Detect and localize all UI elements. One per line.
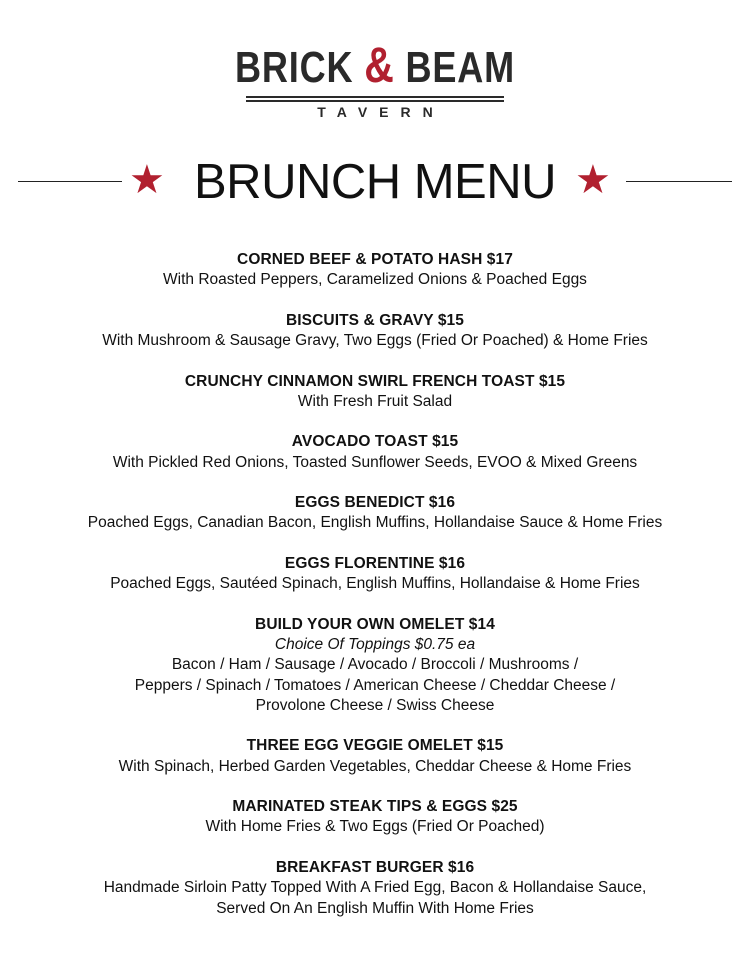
menu-item	[0, 554, 750, 595]
menu-item	[0, 797, 750, 838]
menu-item-title: THREE EGG VEGGIE OMELET $15	[246, 737, 504, 755]
menu-item-description: With Fresh Fruit Salad	[297, 392, 453, 410]
menu-item-title: BREAKFAST BURGER $16	[275, 858, 475, 876]
menu-item-title: BUILD YOUR OWN OMELET $14	[255, 615, 495, 633]
menu-item-title: EGGS FLORENTINE $16	[284, 554, 466, 572]
menu-item	[0, 493, 750, 534]
menu-item-title: BISCUITS & GRAVY $15	[285, 311, 464, 329]
menu-item-title: CRUNCHY CINNAMON SWIRL FRENCH TOAST $15	[184, 372, 566, 390]
menu-item	[0, 432, 750, 473]
menu-item-description: Handmade Sirloin Patty Topped With A Fried Egg, Bacon & Hollandaise Sauce,	[103, 879, 647, 897]
menu-item-description: Poached Eggs, Canadian Bacon, English Muffins, Hollandaise Sauce & Home Fries	[87, 514, 663, 532]
logo	[0, 36, 750, 126]
menu-item	[0, 615, 750, 716]
logo-word-brick: BRICK	[234, 43, 354, 92]
menu-item-title: AVOCADO TOAST $15	[291, 433, 459, 451]
logo-wordmark	[68, 36, 683, 97]
logo-ampersand: &	[364, 37, 395, 93]
menu-item-note: Choice Of Toppings $0.75 ea	[274, 635, 476, 653]
menu-item-description: With Home Fries & Two Eggs (Fried Or Poached)	[205, 818, 545, 836]
heading-divider-right	[626, 181, 732, 182]
menu-item	[0, 858, 750, 919]
menu-item	[0, 250, 750, 291]
logo-word-beam: BEAM	[405, 43, 516, 92]
logo-rule-bottom	[246, 100, 504, 102]
menu-item-description: Poached Eggs, Sautéed Spinach, English Muffins, Hollandaise & Home Fries	[110, 575, 640, 593]
menu-item-description: With Spinach, Herbed Garden Vegetables, Cheddar Cheese & Home Fries	[118, 757, 632, 775]
menu-item-title: CORNED BEEF & POTATO HASH $17	[237, 251, 513, 268]
menu-item-description: Provolone Cheese / Swiss Cheese	[255, 696, 495, 714]
logo-subtitle: TAVERN	[317, 104, 445, 120]
menu-item-description: With Roasted Peppers, Caramelized Onions & Poached Eggs	[163, 271, 587, 289]
menu-item-title: MARINATED STEAK TIPS & EGGS $25	[232, 798, 518, 816]
menu-list	[0, 250, 750, 939]
page-title: BRUNCH MENU	[194, 155, 556, 209]
menu-item-title: EGGS BENEDICT $16	[294, 494, 456, 512]
menu-item	[0, 372, 750, 413]
menu-item-description: Served On An English Muffin With Home Fries	[216, 899, 534, 917]
menu-item	[0, 311, 750, 352]
menu-item	[0, 736, 750, 777]
menu-item-description: Peppers / Spinach / Tomatoes / American Cheese / Cheddar Cheese /	[134, 676, 616, 694]
star-icon: ★	[575, 158, 611, 202]
menu-heading	[0, 150, 750, 214]
menu-item-description: Bacon / Ham / Sausage / Avocado / Broccoli / Mushrooms /	[171, 656, 579, 674]
menu-item-description: With Pickled Red Onions, Toasted Sunflower Seeds, EVOO & Mixed Greens	[112, 453, 638, 471]
menu-item-description: With Mushroom & Sausage Gravy, Two Eggs (Fried Or Poached) & Home Fries	[102, 332, 648, 350]
star-icon: ★	[129, 158, 165, 202]
logo-rule-top	[246, 96, 504, 98]
